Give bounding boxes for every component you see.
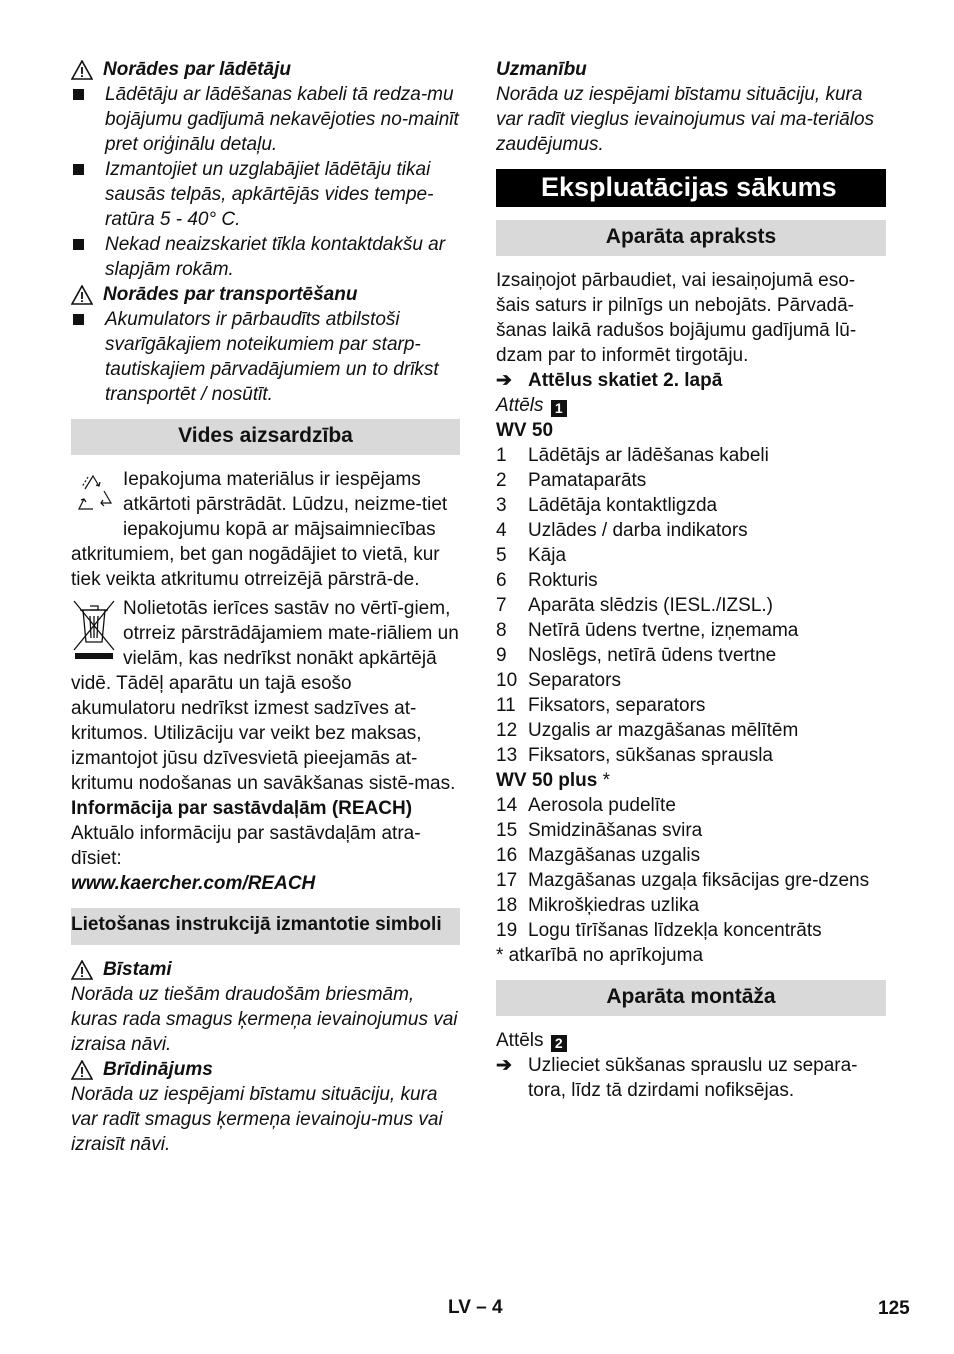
warning-text: Norāda uz iespējami bīstamu situāciju, kura var radīt smagus ķermeņa ievainoju-mus vai izraisīt nāvi.	[71, 1084, 443, 1155]
list-item-number: 6	[496, 570, 507, 591]
bullet-square-icon	[73, 89, 84, 100]
reach-text: Aktuālo informāciju par sastāvdaļām atra-dīsiet:	[71, 823, 421, 869]
bullet-square-icon	[73, 314, 84, 325]
list-item	[496, 693, 886, 718]
figure-ref-2: Attēls 2	[496, 1028, 886, 1053]
list-item-number: 17	[496, 870, 518, 891]
main-heading: Ekspluatācijas sākums	[496, 169, 886, 207]
list-item-text: Kāja	[528, 545, 567, 566]
list-item-number: 12	[496, 720, 518, 741]
list-item-text: Mazgāšanas uzgalis	[528, 845, 701, 866]
figure-ref-1: Attēls 1	[496, 393, 886, 418]
list-item-number: 16	[496, 845, 518, 866]
figure-number-badge: 2	[551, 1035, 567, 1052]
list-item-text: Rokturis	[528, 570, 598, 591]
bullet-square-icon	[73, 164, 84, 175]
list-item-number: 11	[496, 695, 516, 716]
danger-text: Norāda uz tiešām draudošām briesmām, kuras rada smagus ķermeņa ievainojumus vai izraisa nāvi.	[71, 984, 458, 1055]
list-item-number: 18	[496, 895, 518, 916]
list-item	[496, 668, 886, 693]
list-item	[496, 843, 886, 868]
list-item-number: 7	[496, 595, 507, 616]
bullet-item: Izmantojiet un uzglabājiet lādētāju tikai sausās telpās, apkārtējās vides tempe-ratūra 5 - 40° C.	[71, 157, 460, 232]
list-item	[496, 618, 886, 643]
list-item	[496, 718, 886, 743]
caution-text: Norāda uz iespējami bīstamu situāciju, kura var radīt vieglus ievainojumus vai ma-teriālos zaudējumus.	[496, 84, 875, 155]
transport-heading: Norādes par transportēšanu	[71, 282, 460, 307]
list-item-number: 3	[496, 495, 507, 516]
list-item	[496, 743, 886, 768]
list-item-text: Smidzināšanas svira	[528, 820, 703, 841]
figure-number-badge: 1	[551, 400, 567, 417]
list-item	[496, 593, 886, 618]
list-item-text: Logu tīrīšanas līdzekļa koncentrāts	[528, 920, 822, 941]
list-item-number: 5	[496, 545, 507, 566]
arrow-right-icon: ➔	[496, 370, 512, 391]
list-item-text: Aerosola pudelīte	[528, 795, 676, 816]
left-column	[71, 57, 460, 1157]
weee-paragraph: Nolietotās ierīces sastāv no vērtī-giem, otrreiz pārstrādājamiem mate-riāliem un vielām, kas nedrīkst nonākt apkārtējā vidē. Tādēļ aparātu un tajā esošo akumulatoru nedrīkst izmest sadzīves at-kritumos. Utilizāciju var veikt bez maksas, izmantojot jūsu dzīvesvietā pieejamās at-kritumu nodošanas un savākšanas sistē-mas.	[71, 598, 459, 794]
list-item-text: Netīrā ūdens tvertne, izņemama	[528, 620, 799, 641]
warning-triangle-icon	[71, 960, 93, 980]
list-item-text: Fiksators, sūkšanas sprausla	[528, 745, 773, 766]
list-item	[496, 893, 886, 918]
list-item-text: Aparāta slēdzis (IESL./IZSL.)	[528, 595, 773, 616]
list-item-text: Mazgāšanas uzgaļa fiksācijas gre-dzens	[528, 870, 870, 891]
warning-triangle-icon	[71, 60, 93, 80]
list-item-text: Fiksators, separators	[528, 695, 706, 716]
bullet-square-icon	[73, 239, 84, 250]
list-item-number: 9	[496, 645, 507, 666]
crossed-bin-icon	[71, 598, 117, 660]
list-item-text: Mikrošķiedras uzlika	[528, 895, 700, 916]
see-pictures-note: ➔ Attēlus skatiet 2. lapā	[496, 370, 723, 391]
section-assembly: Aparāta montāža	[496, 980, 886, 1016]
recycle-paragraph: Iepakojuma materiālus ir iespējams atkārtoti pārstrādāt. Lūdzu, neizme-tiet iepakojumu kopā ar mājsaimniecības atkritumiem, bet gan nogādājiet to vietā, kur tiek veikta atkritumu otrreizējā pārstrā-de.	[71, 469, 448, 590]
list-item	[496, 568, 886, 593]
list-item	[496, 868, 886, 893]
list-item-text: Lādētāja kontaktligzda	[528, 495, 718, 516]
list-item-number: 2	[496, 470, 507, 491]
list-item	[496, 918, 886, 943]
model-wv50-plus: WV 50 plus *	[496, 770, 611, 791]
model-wv50: WV 50	[496, 420, 554, 441]
list-item-number: 10	[496, 670, 518, 691]
list-item-number: 8	[496, 620, 507, 641]
list-item-number: 1	[496, 445, 507, 466]
reach-heading: Informācija par sastāvdaļām (REACH)	[71, 798, 413, 819]
list-item	[496, 443, 886, 468]
list-item-number: 14	[496, 795, 518, 816]
list-item	[496, 493, 886, 518]
parts-list-wv50	[496, 443, 886, 768]
footer-lang-page: LV – 4	[448, 1297, 503, 1318]
section-symbols: Lietošanas instrukcijā izmantotie simboli	[71, 908, 460, 945]
list-item-number: 19	[496, 920, 518, 941]
recycle-icon	[71, 469, 117, 519]
warning-triangle-icon	[71, 1060, 93, 1080]
section-description: Aparāta apraksts	[496, 220, 886, 256]
list-item-text: Separators	[528, 670, 621, 691]
list-item-text: Pamataparāts	[528, 470, 647, 491]
section-environment: Vides aizsardzība	[71, 419, 460, 455]
list-item	[496, 793, 886, 818]
list-item-number: 15	[496, 820, 518, 841]
right-column	[496, 57, 886, 1103]
reach-url: www.kaercher.com/REACH	[71, 873, 316, 894]
list-item-text: Uzgalis ar mazgāšanas mēlītēm	[528, 720, 799, 741]
list-item	[496, 543, 886, 568]
footnote: * atkarībā no aprīkojuma	[496, 945, 704, 966]
list-item-number: 4	[496, 520, 507, 541]
list-item	[496, 643, 886, 668]
page-number: 125	[878, 1298, 910, 1319]
caution-heading: Uzmanību	[496, 59, 587, 80]
list-item-number: 13	[496, 745, 518, 766]
bullet-item: Lādētāju ar lādēšanas kabeli tā redza-mu bojājumu gadījumā nekavējoties no-mainīt pret oriģinālu detaļu.	[71, 82, 460, 157]
list-item	[496, 468, 886, 493]
list-item-text: Noslēgs, netīrā ūdens tvertne	[528, 645, 777, 666]
bullet-item: Akumulators ir pārbaudīts atbilstoši svarīgākajiem noteikumiem par starp-tautiskajiem pārvadājumiem un to drīkst transportēt / nosūtīt.	[71, 307, 460, 407]
danger-heading: Bīstami	[71, 957, 460, 982]
assembly-step: ➔ Uzlieciet sūkšanas sprauslu uz separa-tora, līdz tā dzirdami nofiksējas.	[496, 1055, 858, 1101]
description-text: Izsaiņojot pārbaudiet, vai iesaiņojumā eso-šais saturs ir pilnīgs un nebojāts. Pārvadā-šanas laikā radušos bojājumu gadījumā lū-dzam par to informēt tirgotāju.	[496, 270, 857, 366]
arrow-right-icon: ➔	[496, 1055, 512, 1076]
list-item-text: Lādētājs ar lādēšanas kabeli	[528, 445, 769, 466]
list-item-text: Uzlādes / darba indikators	[528, 520, 748, 541]
parts-list-wv50-plus	[496, 793, 886, 943]
bullet-item: Nekad neaizskariet tīkla kontaktdakšu ar slapjām rokām.	[71, 232, 460, 282]
warning-triangle-icon	[71, 285, 93, 305]
warning-heading: Brīdinājums	[71, 1057, 460, 1082]
list-item	[496, 518, 886, 543]
list-item	[496, 818, 886, 843]
charger-heading: Norādes par lādētāju	[71, 57, 460, 82]
